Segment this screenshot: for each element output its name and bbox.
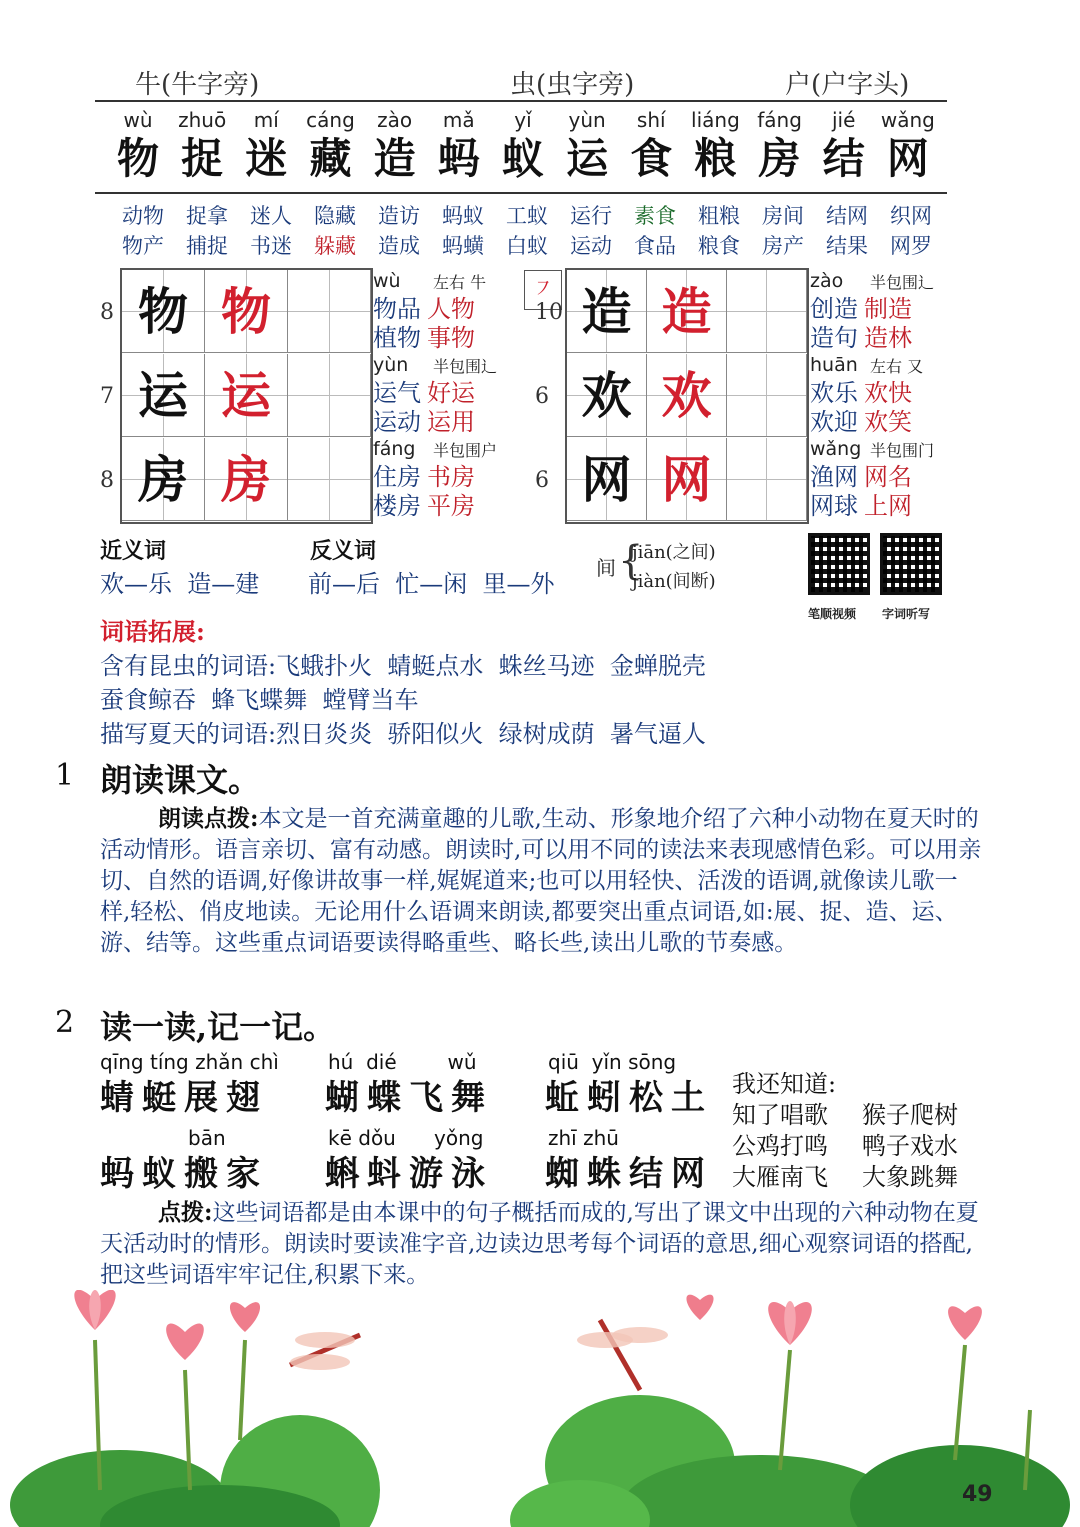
character-cell — [493, 108, 553, 184]
lotus-leaves — [10, 1395, 1070, 1527]
vocab-word: 创造 — [810, 295, 858, 323]
antonyms-label: 反义词 — [310, 538, 377, 564]
writing-cell: 运 — [205, 354, 288, 437]
vocab-word: 平房 — [427, 492, 475, 520]
word-6: 蜘蛛结网 — [545, 1154, 713, 1194]
pinyin: yùn — [568, 108, 606, 132]
vocab-line — [373, 408, 475, 437]
character: 结 — [822, 134, 865, 183]
character-cell — [108, 108, 168, 184]
vocab-word: 运用 — [427, 408, 475, 436]
pinyin-label: fáng — [373, 438, 416, 460]
radical-hu: 户(户字头) — [785, 70, 910, 100]
vocab-word: 渔网 — [810, 463, 858, 491]
polyphone-reading-2: jiàn(间断) — [632, 571, 716, 592]
expand-title: 词语拓展: — [100, 617, 205, 646]
pinyin: mǎ — [442, 108, 475, 132]
pinyin: wǎng — [880, 108, 935, 132]
vocab-line — [810, 324, 912, 353]
writing-cell — [288, 438, 371, 521]
qr-label-2: 字词听写 — [882, 607, 931, 621]
vocab-word: 蚂蟥 — [442, 234, 484, 258]
writing-cell — [288, 354, 371, 437]
vocab-word: 网球 — [810, 492, 858, 520]
writing-cell: 欢 — [647, 354, 727, 437]
know-1: 知了唱歌 — [732, 1101, 828, 1129]
pinyin: zhuō — [178, 108, 227, 132]
brace-icon: { — [618, 538, 644, 584]
know-title: 我还知道: — [732, 1070, 837, 1098]
vocab-line — [810, 408, 912, 437]
writing-cell — [727, 354, 807, 437]
character: 蚁 — [501, 134, 544, 183]
vocab-word: 工蚁 — [506, 204, 548, 228]
writing-cell: 网 — [647, 438, 727, 521]
vocab-word: 人物 — [427, 295, 475, 323]
character: 房 — [758, 134, 801, 183]
pinyin-6: zhī zhū — [548, 1126, 619, 1150]
writing-cell: 造 — [567, 270, 647, 353]
dragonfly-icon — [290, 1332, 360, 1370]
vocab-word: 运动 — [373, 408, 421, 436]
pinyin: mí — [253, 108, 279, 132]
pinyin-2: hú dié wǔ — [328, 1050, 477, 1074]
vocab-line — [373, 463, 475, 492]
writing-cell: 造 — [647, 270, 727, 353]
structure-label: 左右 牛 — [433, 273, 487, 292]
qr-code-stroke-video[interactable] — [808, 533, 870, 595]
section-2-label: 点拨: — [158, 1199, 213, 1226]
expand-line-3: 描写夏天的词语:烈日炎炎 骄阳似火 绿树成荫 暑气逼人 — [100, 720, 706, 748]
vocab-line — [373, 379, 475, 408]
vocab-word: 楼房 — [373, 492, 421, 520]
lotus-illustration — [0, 1290, 1080, 1527]
vocab-word: 物产 — [122, 234, 164, 258]
vocab-word: 造林 — [864, 324, 912, 352]
pinyin: shí — [636, 108, 666, 132]
stroke-count: 6 — [535, 384, 549, 409]
pinyin-label: yùn — [373, 354, 409, 376]
writing-cell: 网 — [567, 438, 647, 521]
writing-cell — [288, 270, 371, 353]
vocab-word: 欢快 — [864, 379, 912, 407]
pinyin: zào — [377, 108, 413, 132]
vocab-word: 动物 — [122, 204, 164, 228]
vocab-word: 食品 — [634, 234, 676, 258]
vocab-word: 制造 — [864, 295, 912, 323]
character: 捉 — [181, 134, 224, 183]
vocab-word: 躲藏 — [314, 234, 356, 258]
pinyin-1: qīng tíng zhǎn chì — [100, 1050, 279, 1074]
pinyin-label: zào — [810, 270, 844, 292]
word-1: 蜻蜓展翅 — [100, 1078, 268, 1118]
vocab-word: 运行 — [570, 204, 612, 228]
stroke-hint: ㇇ — [524, 270, 562, 310]
vocab-word: 粗粮 — [698, 204, 740, 228]
pinyin-4: bān — [188, 1126, 226, 1150]
page-number: 49 — [962, 1482, 993, 1507]
character: 运 — [566, 134, 609, 183]
pinyin: liáng — [691, 108, 740, 132]
writing-cell: 房 — [205, 438, 288, 521]
vocab-word: 素食 — [634, 204, 676, 228]
character: 物 — [116, 134, 159, 183]
stroke-count: 10 — [535, 300, 563, 325]
vocab-line — [810, 463, 912, 492]
writing-grid-left — [120, 268, 373, 524]
vocab-word: 欢迎 — [810, 408, 858, 436]
antonyms: 前—后 忙—闲 里—外 — [308, 570, 555, 598]
character: 蚂 — [437, 134, 480, 183]
pinyin: yǐ — [514, 108, 532, 132]
structure-label: 左右 又 — [870, 357, 924, 376]
section-1-paragraph — [100, 803, 985, 959]
character-cell — [750, 108, 810, 184]
writing-cell: 运 — [122, 354, 205, 437]
dragonfly-icon — [577, 1320, 668, 1390]
vocab-word: 捕捉 — [186, 234, 228, 258]
character: 藏 — [309, 134, 352, 183]
writing-cell — [727, 270, 807, 353]
structure-label: 半包围辶 — [433, 357, 498, 376]
word-5: 蝌蚪游泳 — [325, 1154, 493, 1194]
know-2: 猴子爬树 — [862, 1101, 958, 1129]
vocab-word: 结果 — [826, 234, 868, 258]
character-cell — [429, 108, 489, 184]
qr-label-1: 笔顺视频 — [808, 607, 857, 621]
word-row-2 — [112, 230, 942, 260]
vocab-word: 欢乐 — [810, 379, 858, 407]
expand-line-2: 蚕食鲸吞 蜂飞蝶舞 螳臂当车 — [100, 686, 419, 714]
radical-chong: 虫(虫字旁) — [510, 70, 635, 100]
writing-cell: 物 — [205, 270, 288, 353]
stroke-count: 8 — [100, 300, 114, 325]
pinyin-label: huān — [810, 354, 858, 376]
vocab-line — [810, 295, 912, 324]
lotus-flowers — [74, 1290, 982, 1360]
synonyms-label: 近义词 — [100, 538, 167, 564]
vocab-word: 事物 — [427, 324, 475, 352]
divider — [95, 100, 947, 102]
character-cell — [814, 108, 874, 184]
pinyin: jié — [832, 108, 856, 132]
vocab-word: 上网 — [864, 492, 912, 520]
vocab-line — [373, 492, 475, 521]
radical-niu: 牛(牛字旁) — [135, 70, 260, 100]
vocab-word: 书迷 — [250, 234, 292, 258]
know-4: 鸭子戏水 — [862, 1132, 958, 1160]
section-1-number: 1 — [55, 758, 75, 793]
know-3: 公鸡打鸣 — [732, 1132, 828, 1160]
vocab-word: 白蚁 — [506, 234, 548, 258]
section-2-text: 这些词语都是由本课中的句子概括而成的,写出了课文中出现的六种动物在夏天活动时的情形。朗读时要读准字音,边读边思考每个词语的意思,细心观察词语的搭配,把这些词语牢牢记住,积累下来。 — [100, 1200, 979, 1288]
section-2-paragraph — [100, 1197, 985, 1291]
qr-code-dictation[interactable] — [880, 533, 942, 595]
stroke-count: 8 — [100, 468, 114, 493]
writing-cell: 物 — [122, 270, 205, 353]
vocab-word: 运气 — [373, 379, 421, 407]
character-cell — [557, 108, 617, 184]
vocab-word: 蚂蚁 — [442, 204, 484, 228]
word-row-1 — [112, 200, 942, 230]
vocab-word: 结网 — [826, 204, 868, 228]
character-cell — [878, 108, 938, 184]
expand-line-1: 含有昆虫的词语:飞蛾扑火 蜻蜓点水 蛛丝马迹 金蝉脱壳 — [100, 652, 706, 680]
vocab-word: 网名 — [864, 463, 912, 491]
vocab-word: 房产 — [762, 234, 804, 258]
stroke-count: 7 — [100, 384, 114, 409]
character: 粮 — [694, 134, 737, 183]
know-5: 大雁南飞 — [732, 1163, 828, 1191]
know-6: 大象跳舞 — [862, 1163, 958, 1191]
polyphone-char: 间 — [596, 556, 616, 580]
vocab-word: 物品 — [373, 295, 421, 323]
vocab-line — [810, 492, 912, 521]
word-3: 蚯蚓松土 — [545, 1078, 713, 1118]
vocab-word: 运动 — [570, 234, 612, 258]
vocab-word: 好运 — [427, 379, 475, 407]
section-1-label: 朗读点拨: — [158, 805, 259, 832]
vocab-word: 房间 — [762, 204, 804, 228]
character: 迷 — [245, 134, 288, 183]
structure-label: 半包围辶 — [870, 273, 935, 292]
character: 网 — [886, 134, 929, 183]
vocab-word: 迷人 — [250, 204, 292, 228]
synonyms: 欢—乐 造—建 — [100, 570, 260, 598]
pinyin-3: qiū yǐn sōng — [548, 1050, 677, 1074]
character-row — [108, 108, 938, 184]
section-2-title: 读一读,记一记。 — [100, 1008, 336, 1046]
vocab-word: 造句 — [810, 324, 858, 352]
pinyin: cáng — [306, 108, 355, 132]
vocab-word: 造访 — [378, 204, 420, 228]
character: 食 — [630, 134, 673, 183]
pinyin: fáng — [757, 108, 802, 132]
pinyin-5: kē dǒu yǒng — [328, 1126, 484, 1150]
writing-cell: 欢 — [567, 354, 647, 437]
polyphone-reading-1: jiān(之间) — [632, 542, 716, 563]
vocab-word: 织网 — [890, 204, 932, 228]
character-cell — [236, 108, 296, 184]
structure-label: 半包围户 — [433, 441, 498, 460]
vocab-word: 隐藏 — [314, 204, 356, 228]
vocab-word: 植物 — [373, 324, 421, 352]
character: 造 — [373, 134, 416, 183]
stroke-count: 6 — [535, 468, 549, 493]
vocab-word: 住房 — [373, 463, 421, 491]
vocab-line — [373, 324, 475, 353]
writing-cell: 房 — [122, 438, 205, 521]
writing-grid-right — [565, 268, 809, 524]
section-2-number: 2 — [55, 1005, 75, 1040]
vocab-word: 书房 — [427, 463, 475, 491]
vocab-word: 捉拿 — [186, 204, 228, 228]
character-cell — [300, 108, 360, 184]
character-cell — [621, 108, 681, 184]
writing-cell — [727, 438, 807, 521]
word-4: 蚂蚁搬家 — [100, 1154, 268, 1194]
vocab-line — [810, 379, 912, 408]
vocab-line — [373, 295, 475, 324]
word-2: 蝴蝶飞舞 — [325, 1078, 493, 1118]
pinyin-label: wǎng — [810, 438, 862, 460]
section-1-text: 本文是一首充满童趣的儿歌,生动、形象地介绍了六种小动物在夏天时的活动情形。语言亲切、富有动感。朗读时,可以用不同的读法来表现感情色彩。可以用亲切、自然的语调,好像讲故事一样,娓娓道来;也可以用轻快、活泼的语调,就像读儿歌一样,轻松、俏皮地读。无论用什么语调来朗读,都要突出重点词语,如:展、捉、造、运、游、结等。这些重点词语要读得略重些、略长些,读出儿歌的节奏感。 — [100, 806, 982, 956]
vocab-word: 网罗 — [890, 234, 932, 258]
section-1-title: 朗读课文。 — [100, 761, 261, 799]
character-cell — [365, 108, 425, 184]
vocab-word: 造成 — [378, 234, 420, 258]
pinyin-label: wù — [373, 270, 401, 292]
vocab-word: 欢笑 — [864, 408, 912, 436]
pinyin: wù — [123, 108, 153, 132]
character-cell — [685, 108, 745, 184]
divider — [95, 192, 947, 194]
structure-label: 半包围门 — [870, 441, 935, 460]
vocab-word: 粮食 — [698, 234, 740, 258]
character-cell — [172, 108, 232, 184]
